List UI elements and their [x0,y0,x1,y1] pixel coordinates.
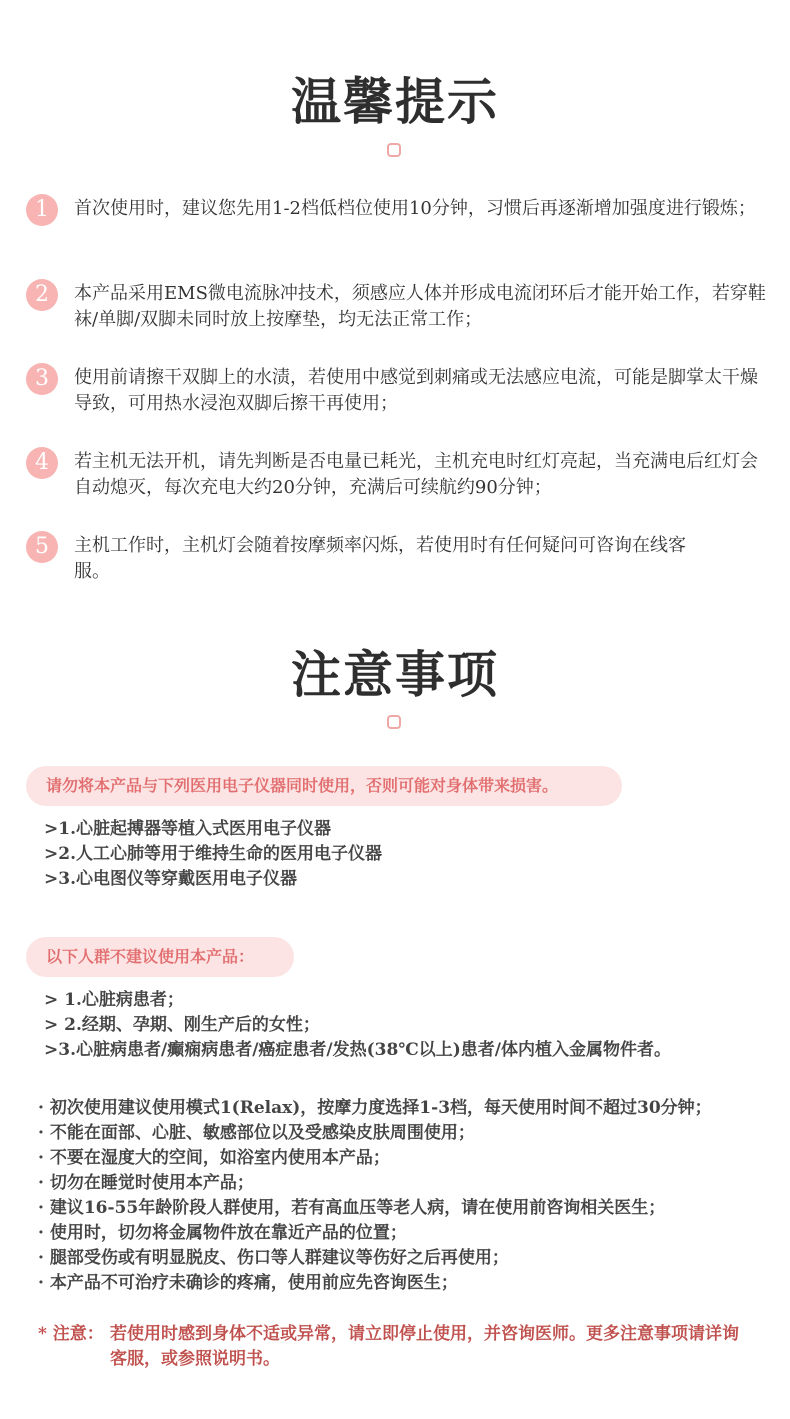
note-item: · 建议16-55年龄阶段人群使用，若有高血压等老人病，请在使用前咨询相关医生； [38,1198,666,1218]
tips-section-title: 温馨提示 [291,72,499,131]
tip-text: 首次使用时，建议您先用1-2档低档位使用10分钟，习惯后再逐渐增加强度进行锻炼； [74,198,756,219]
tip-number-badge: 5 [26,531,58,563]
tip-text: 本产品采用EMS微电流脉冲技术，须感应人体并形成电流闭环后才能开始工作，若穿鞋袜/单脚/双脚未同时放上按摩垫，均无法正常工作； [74,283,766,330]
caution-label: * 注意： [38,1324,104,1344]
note-item: · 不能在面部、心脏、敏感部位以及受感染皮肤周围使用； [38,1123,475,1143]
note-item: · 腿部受伤或有明显脱皮、伤口等人群建议等伤好之后再使用； [38,1248,509,1268]
device-warning-list [44,817,774,892]
device-warning-pill: 请勿将本产品与下列医用电子仪器同时使用，否则可能对身体带来损害。 [26,766,622,806]
note-item: · 本产品不可治疗未确诊的疼痛，使用前应先咨询医生； [38,1273,458,1293]
people-warning-pill: 以下人群不建议使用本产品： [26,937,294,977]
tip-text: 若主机无法开机，请先判断是否电量已耗光，主机充电时红灯亮起，当充满电后红灯会自动熄灭，每次充电大约20分钟，充满后可续航约90分钟； [74,451,758,498]
notice-section-title: 注意事项 [291,645,499,704]
caution-text: 若使用时感到身体不适或异常，请立即停止使用，并咨询医师。更多注意事项请详询客服，或参照说明书。 [110,1324,739,1369]
note-item: · 切勿在睡觉时使用本产品； [38,1173,254,1193]
note-item: · 初次使用建议使用模式1(Relax)，按摩力度选择1-3档，每天使用时间不超过30分钟； [38,1098,712,1118]
usage-notes-list [38,1096,778,1296]
list-item: >3.心电图仪等穿戴医用电子仪器 [44,869,297,889]
title-square-icon [387,143,401,157]
list-item: > 1.心脏病患者； [44,990,184,1010]
tip-number-badge: 1 [26,194,58,226]
note-item: · 不要在湿度大的空间，如浴室内使用本产品； [38,1148,390,1168]
list-item: >1.心脏起搏器等植入式医用电子仪器 [44,819,331,839]
list-item: > 2.经期、孕期、刚生产后的女性； [44,1015,320,1035]
title-square-icon [387,715,401,729]
list-item: >2.人工心肺等用于维持生命的医用电子仪器 [44,844,382,864]
tip-text: 主机工作时，主机灯会随着按摩频率闪烁，若使用时有任何疑问可咨询在线客服。 [74,535,686,582]
tip-number-badge: 2 [26,279,58,311]
note-item: · 使用时，切勿将金属物件放在靠近产品的位置； [38,1223,407,1243]
list-item: >3.心脏病患者/癫痫病患者/癌症患者/发热(38℃以上)患者/体内植入金属物件者。 [44,1040,671,1060]
tip-number-badge: 4 [26,447,58,479]
tip-number-badge: 3 [26,363,58,395]
tip-text: 使用前请擦干双脚上的水渍，若使用中感觉到刺痛或无法感应电流，可能是脚掌太干燥导致，可用热水浸泡双脚后擦干再使用； [74,367,758,414]
people-warning-list [44,988,774,1063]
